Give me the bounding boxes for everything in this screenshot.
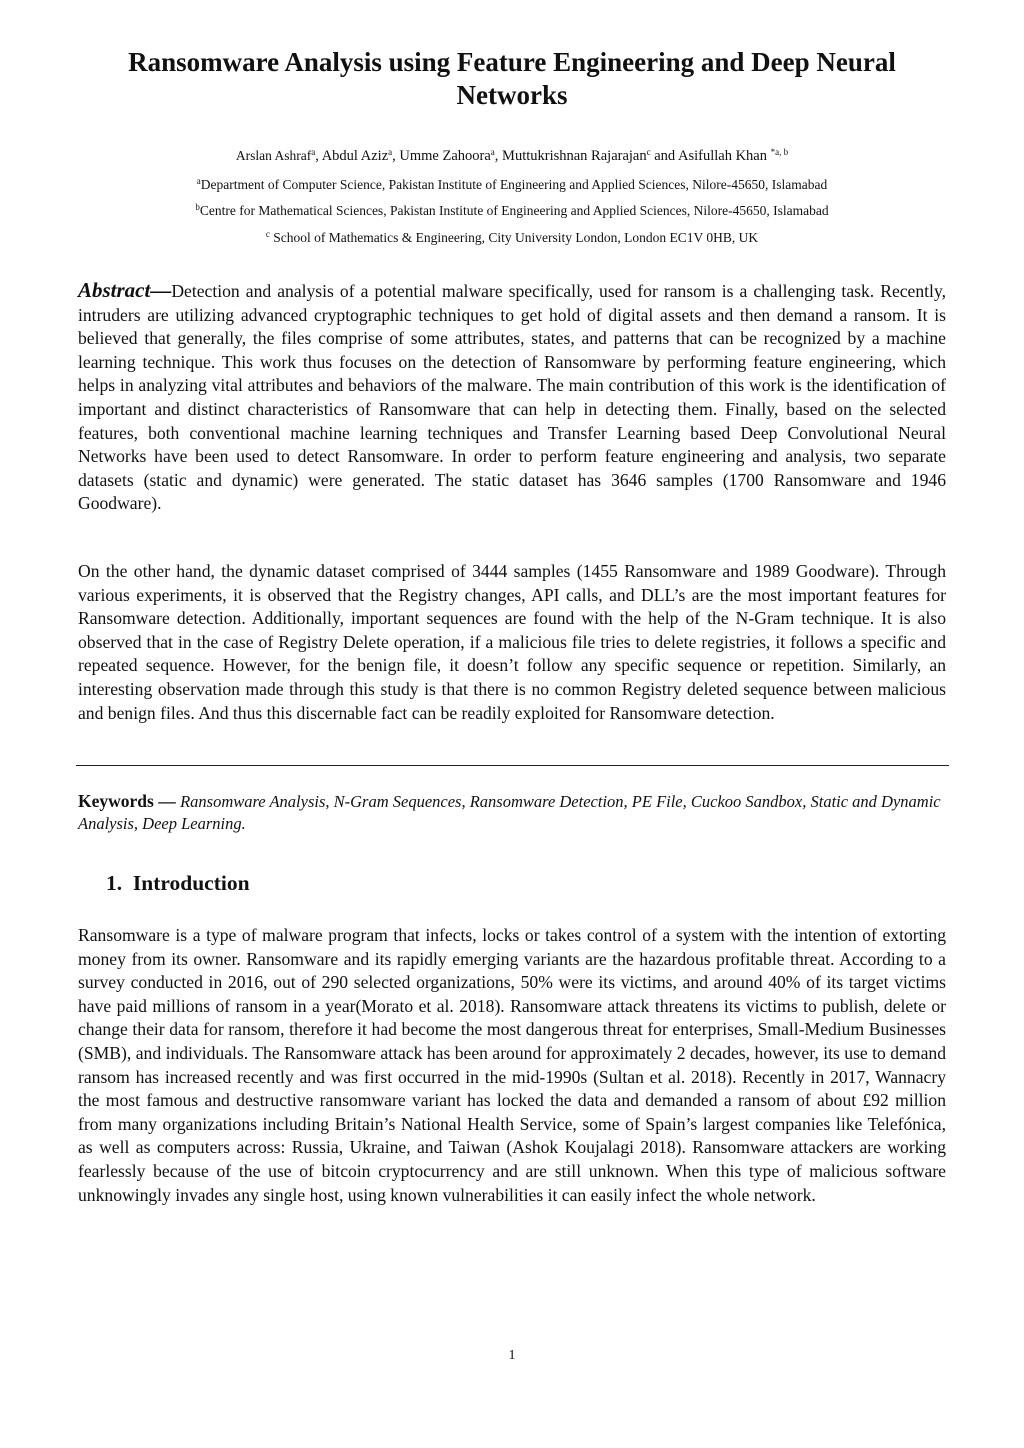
author-affil-mark: c (646, 147, 651, 157)
separator: , (315, 148, 322, 164)
abstract-text: Detection and analysis of a potential malware specifically, used for ransom is a challenging task. Recently, intruders are utilizing advanced cryptographic techniques to get hold of digital assets and then demand a ransom. It is believed that generally, the files comprise of some attributes, states, and patterns that can be recognized by a machine learning technique. This work thus focuses on the detection of Ransomware by performing feature engineering, which helps in analyzing vital attributes and behaviors of the malware. The main contribution of this work is the identification of important and distinct characteristics of Ransomware that can help in detecting them. Finally, based on the selected features, both conventional machine learning techniques and Transfer Learning based Deep Convolutional Neural Networks have been used to detect Ransomware. In order to perform feature engineering and analysis, two separate datasets (static and dynamic) were generated. The static dataset has 3646 samples (1700 Ransomware and 1946 Goodware). (78, 281, 946, 514)
keywords-label: Keywords — (78, 791, 181, 811)
affiliation-a (60, 176, 964, 194)
separator: , (392, 148, 400, 164)
affil-text: Centre for Mathematical Sciences, Pakistan Institute of Engineering and Applied Sciences, Nilore-45650, Islamabad (199, 203, 829, 218)
affiliation-c (60, 229, 964, 247)
page-number: 1 (508, 1348, 516, 1363)
abstract-paragraph-2: On the other hand, the dynamic dataset comprised of 3444 samples (1455 Ransomware and 1989 Goodware). Through various experiments, it is observed that the Registry changes, API calls, and DLL’s are the most important features for Ransomware detection. Additionally, important sequences are found with the help of the N-Gram technique. It is also observed that in the case of Registry Delete operation, if a malicious file tries to delete registries, it follows a specific and repeated sequence. However, for the benign file, it doesn’t follow any specific sequence or repetition. Similarly, an interesting observation made through this study is that there is no common Registry deleted sequence between malicious and benign files. And thus this discernable fact can be readily exploited for Ransomware detection. (78, 561, 946, 723)
affil-mark: c (265, 229, 270, 239)
section-heading-introduction: 1. Introduction (106, 871, 250, 895)
paper-title: Ransomware Analysis using Feature Engineering and Deep Neural Networks (128, 47, 896, 110)
affil-mark: a (196, 176, 201, 186)
abstract-paragraph-1 (78, 279, 946, 516)
author-list (80, 146, 944, 166)
author-affil-mark: a (311, 147, 316, 157)
keywords (78, 790, 946, 835)
author-affil-mark: *a, b (770, 147, 789, 157)
introduction-paragraph: Ransomware is a type of malware program that infects, locks or takes control of a system with the intention of extorting money from its owner. Ransomware and its rapidly emerging variants are the hazardous profitable threat. According to a survey conducted in 2016, out of 290 selected organizations, 50% were its victims, and around 40% of its target victims have paid millions of ransom in a year(Morato et al. 2018). Ransomware attack threatens its victims to publish, delete or change their data for ransom, therefore it had become the most dangerous threat for enterprises, Small-Medium Businesses (SMB), and individuals. The Ransomware attack has been around for approximately 2 decades, however, its use to demand ransom has increased recently and was first occurred in the mid-1990s (Sultan et al. 2018). Recently in 2017, Wannacry the most famous and destructive ransomware variant has locked the data and demanded a ransom of about £92 million from many organizations including Britain’s National Health Service, some of Spain’s largest companies like Telefónica, as well as computers across: Russia, Ukraine, and Taiwan (Ashok Koujalagi 2018). Ransomware attackers are working fearlessly because of the use of bitcoin cryptocurrency and are still unknown. When this type of malicious software unknowingly invades any single host, using known vulnerabilities it can easily infect the whole network. (78, 925, 946, 1205)
affil-text: Department of Computer Science, Pakistan Institute of Engineering and Applied Sciences, Nilore-45650, Islamabad (200, 177, 828, 192)
abstract-label: Abstract— (78, 278, 172, 302)
author-affil-mark: a (490, 147, 495, 157)
keywords-list: Ransomware Analysis, N-Gram Sequences, Ransomware Detection, PE File, Cuckoo Sandbox, Static and Dynamic Analysis, Deep Learning. (78, 792, 941, 833)
separator: , (494, 148, 503, 164)
author-name: Muttukrishnan Rajarajan (502, 148, 647, 164)
author-affil-mark: a (388, 147, 393, 157)
affil-mark: b (195, 202, 200, 212)
affil-text: School of Mathematics & Engineering, City University London, London EC1V 0HB, UK (269, 230, 759, 245)
author-name: Abdul Aziz (321, 148, 389, 164)
section-divider (76, 765, 949, 766)
affiliation-b (60, 202, 964, 220)
author-name: Umme Zahoora (399, 148, 491, 164)
separator: and (650, 148, 678, 164)
author-name: Arslan Ashraf (235, 148, 312, 163)
author-name: Asifullah Khan (678, 148, 767, 164)
